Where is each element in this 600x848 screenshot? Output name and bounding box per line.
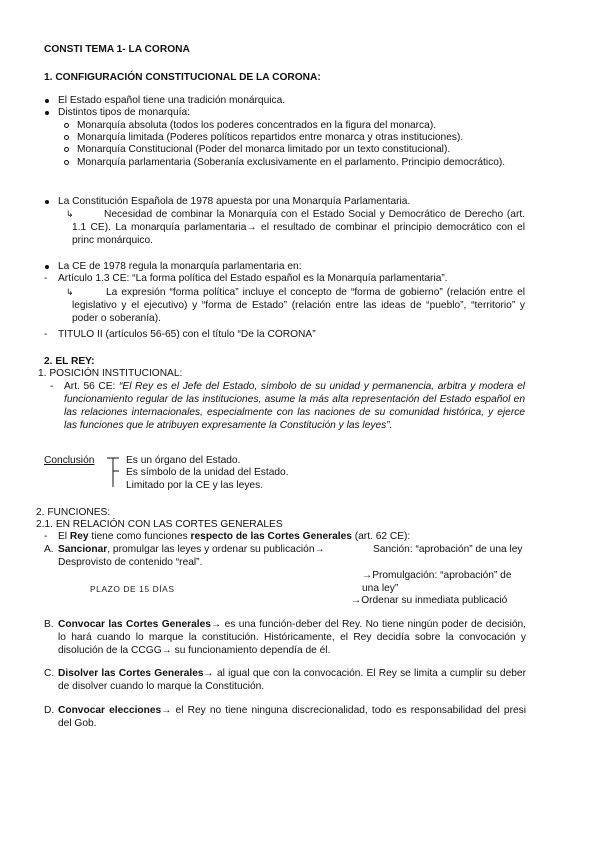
arrow-forma-politica: La expresión “forma política” incluye el concepto de “forma de gobierno” (relación entre el legislativo y el ejecutivo) y “forma de Estado” (relación entre las ideas de “pueblo”, “territorio” y poder o soberanía). <box>72 287 525 324</box>
item-c-bold: Disolver las Cortes Generales <box>58 668 204 679</box>
bullet-icon <box>45 99 49 103</box>
type-absoluta: Monarquía absoluta (todos los poderes concentrados en la figura del monarca). <box>77 120 437 131</box>
section-2-heading: 2. EL REY: <box>44 356 95 367</box>
orden-note: →Ordenar su inmediata publicació <box>351 595 508 606</box>
subheading-cortes: 2.1. EN RELACIÓN CON LAS CORTES GENERALES <box>36 519 283 530</box>
document-title: CONSTI TEMA 1- LA CORONA <box>44 44 190 55</box>
bullet-tipos: Distintos tipos de monarquía: <box>58 107 190 118</box>
type-limitada: Monarquía limitada (Poderes políticos repartidos entre monarca y otras instituciones). <box>77 132 464 143</box>
item-b-rest: → es una función-deber del Rey. No tiene ningún poder de decisión, lo hará cuando lo marque la constitución. Históricamente, el Rey decidía sobre la convocación y disolución de la CCGG→ su funcionamiento dependía de él. <box>58 619 527 656</box>
dash-icon: - <box>44 531 48 542</box>
bullet-tradicion: El Estado español tiene una tradición monárquica. <box>58 95 286 106</box>
bracket-icon <box>104 455 126 491</box>
article-56-text: “El Rey es el Jefe del Estado, símbolo de su unidad y permanencia, arbitra y modera el funcionamiento regular de las instituciones, asume la más alta representación del Estado español en las relaciones internacionales, especialmente con las naciones de su comunidad histórica, y ejerce las funciones que le atribuyen expresamente la Constitución y las leyes”. <box>64 381 526 431</box>
item-d-bold: Convocar elecciones <box>58 705 162 716</box>
item-b-bold: Convocar las Cortes Generales <box>58 619 211 630</box>
bullet-ce-1978: La Constitución Española de 1978 apuesta por una Monarquía Parlamentaria. <box>58 196 411 207</box>
article-56-quote <box>64 380 525 432</box>
item-a-rest: , promulgar las leyes y ordenar su publicación→ Desprovisto de contenido “real”. <box>58 544 325 568</box>
bullet-icon <box>45 200 49 204</box>
dash-icon: - <box>44 273 48 284</box>
bullet-icon <box>45 111 49 115</box>
dash-titulo-ii: TITULO II (artículos 56-65) con el título “De la CORONA” <box>58 329 316 340</box>
rey-text-d: respecto de las Cortes Generales <box>190 531 352 542</box>
circle-bullet-icon <box>64 147 69 152</box>
rey-text-b: Rey <box>69 531 89 542</box>
conclusion-label: Conclusión <box>44 455 95 466</box>
item-d-letter: D. <box>44 705 55 716</box>
conclusion-limitado: Limitado por la CE y las leyes. <box>126 480 264 491</box>
dash-articulo-1-3: Artículo 1.3 CE: “La forma política del Estado español es la Monarquía parlamentaria”. <box>58 273 448 284</box>
item-a-letter: A. <box>44 544 54 555</box>
item-d-text <box>58 704 526 730</box>
section-1-heading: 1. CONFIGURACIÓN CONSTITUCIONAL DE LA CORONA: <box>44 72 321 83</box>
type-parlamentaria: Monarquía parlamentaria (Soberanía exclusivamente en el parlamento. Principio democrático). <box>77 157 506 168</box>
sancion-note: Sanción: “aprobación” de una ley <box>373 544 523 555</box>
item-d-rest: → el Rey no tiene ninguna discrecionalidad, todo es responsabilidad del presi del Gob. <box>58 705 526 729</box>
dash-icon: - <box>50 381 54 392</box>
arrow-necesidad: Necesidad de combinar la Monarquía con el Estado Social y Democrático de Derecho (art. 1.1 CE). La monarquía parlamentaria→ el resultado de combinar el principio democrático con el princ monárquico. <box>72 209 525 246</box>
rey-text-c: tiene como funciones <box>88 531 191 542</box>
return-arrow-icon: ↳ <box>66 209 74 219</box>
rey-text-a: El <box>58 531 70 542</box>
item-c-text <box>58 667 526 693</box>
bullet-regula: La CE de 1978 regula la monarquía parlamentaria en: <box>58 261 302 272</box>
rey-funciones-line <box>58 530 410 543</box>
item-c-letter: C. <box>44 668 55 679</box>
dash-icon: - <box>44 329 48 340</box>
subheading-funciones: 2. FUNCIONES: <box>36 507 111 518</box>
subheading-posicion: 1. POSICIÓN INSTITUCIONAL: <box>38 368 183 379</box>
circle-bullet-icon <box>64 123 69 128</box>
article-56-label: Art. 56 CE: <box>64 381 119 392</box>
return-arrow-icon: ↳ <box>66 287 74 297</box>
conclusion-simbolo: Es símbolo de la unidad del Estado. <box>126 467 289 478</box>
item-a-bold: Sancionar <box>58 544 108 555</box>
plazo-note: PLAZO DE 15 DÍAS <box>90 584 175 594</box>
rey-text-e: (art. 62 CE): <box>351 531 411 542</box>
bullet-icon <box>45 265 49 269</box>
circle-bullet-icon <box>64 160 69 165</box>
type-constitucional: Monarquía Constitucional (Poder del monarca limitado por un texto constitucional). <box>77 144 451 155</box>
circle-bullet-icon <box>64 135 69 140</box>
conclusion-organo: Es un órgano del Estado. <box>126 455 241 466</box>
promulgacion-note: →Promulgación: “aprobación” de una ley” <box>362 570 512 594</box>
item-a-text <box>58 543 370 569</box>
item-b-text <box>58 618 526 657</box>
item-c-rest: → al igual que con la convocación. El Rey se limita a cumplir su deber de disolver cuando lo marque la Constitución. <box>58 668 526 692</box>
item-b-letter: B. <box>44 619 54 630</box>
